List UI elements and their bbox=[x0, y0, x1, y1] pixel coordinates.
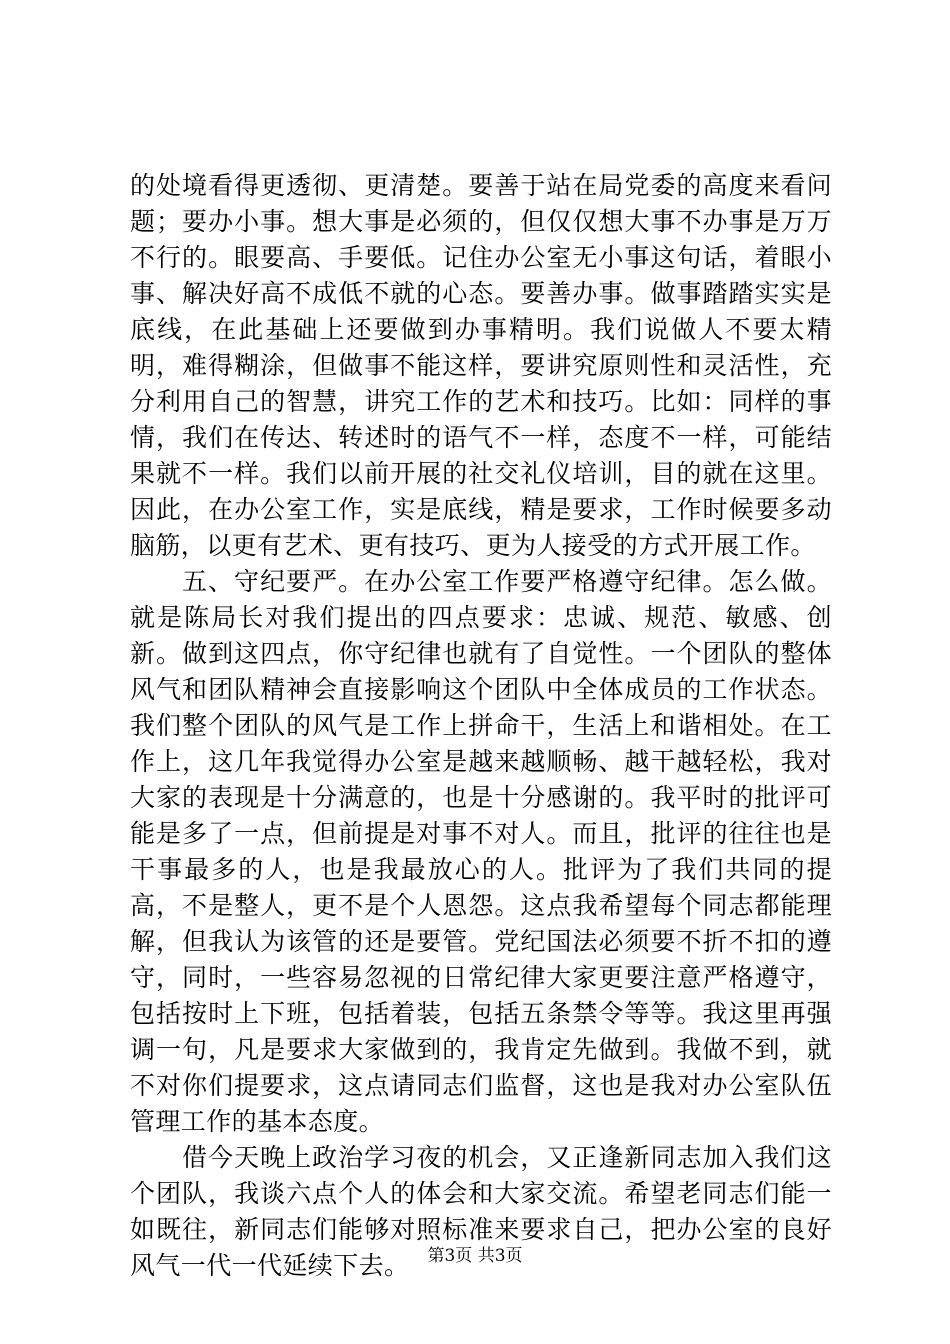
paragraph-continuation: 的处境看得更透彻、更清楚。要善于站在局党委的高度来看问题；要办小事。想大事是必须的，但仅仅想大事不办事是万万不行的。眼要高、手要低。记住办公室无小事这句话，着眼小事、解决好高不成低不就的心态。要善办事。做事踏踏实实是底线，在此基础上还要做到办事精明。我们说做人不要太精明，难得糊涂，但做事不能这样，要讲究原则性和灵活性，充分利用自己的智慧，讲究工作的艺术和技巧。比如：同样的事情，我们在传达、转述时的语气不一样，态度不一样，可能结果就不一样。我们以前开展的社交礼仪培训，目的就在这里。因此，在办公室工作，实是底线，精是要求，工作时候要多动脑筋，以更有艺术、更有技巧、更为人接受的方式开展工作。 bbox=[130, 171, 832, 560]
paragraph-discipline: 五、守纪要严。在办公室工作要严格遵守纪律。怎么做。就是陈局长对我们提出的四点要求：忠诚、规范、敏感、创新。做到这四点，你守纪律也就有了自觉性。一个团队的整体风气和团队精神会直接影响这个团队中全体成员的工作状态。我们整个团队的风气是工作上拼命干，生活上和谐相处。在工作上，这几年我觉得办公室是越来越顺畅、越干越轻松，我对大家的表现是十分满意的，也是十分感谢的。我平时的批评可能是多了一点，但前提是对事不对人。而且，批评的往往也是干事最多的人，也是我最放心的人。批评为了我们共同的提高，不是整人，更不是个人恩怨。这点我希望每个同志都能理解，但我认为该管的还是要管。党纪国法必须要不折不扣的遵守，同时，一些容易忽视的日常纪律大家更要注意严格遵守，包括按时上下班，包括着装，包括五条禁令等等。我这里再强调一句，凡是要求大家做到的，我肯定先做到。我做不到，就不对你们提要求，这点请同志们监督，这也是我对办公室队伍管理工作的基本态度。 bbox=[130, 567, 832, 1136]
paragraph-closing: 借今天晚上政治学习夜的机会，又正逢新同志加入我们这个团队，我谈六点个人的体会和大家交流。希望老同志们能一如既往，新同志们能够对照标准来要求自己，把办公室的良好风气一代一代延续下去。 bbox=[130, 1143, 832, 1280]
page-footer bbox=[0, 1246, 950, 1266]
page-number-label: 第3页 共3页 bbox=[427, 1246, 523, 1266]
document-body bbox=[130, 168, 832, 1284]
